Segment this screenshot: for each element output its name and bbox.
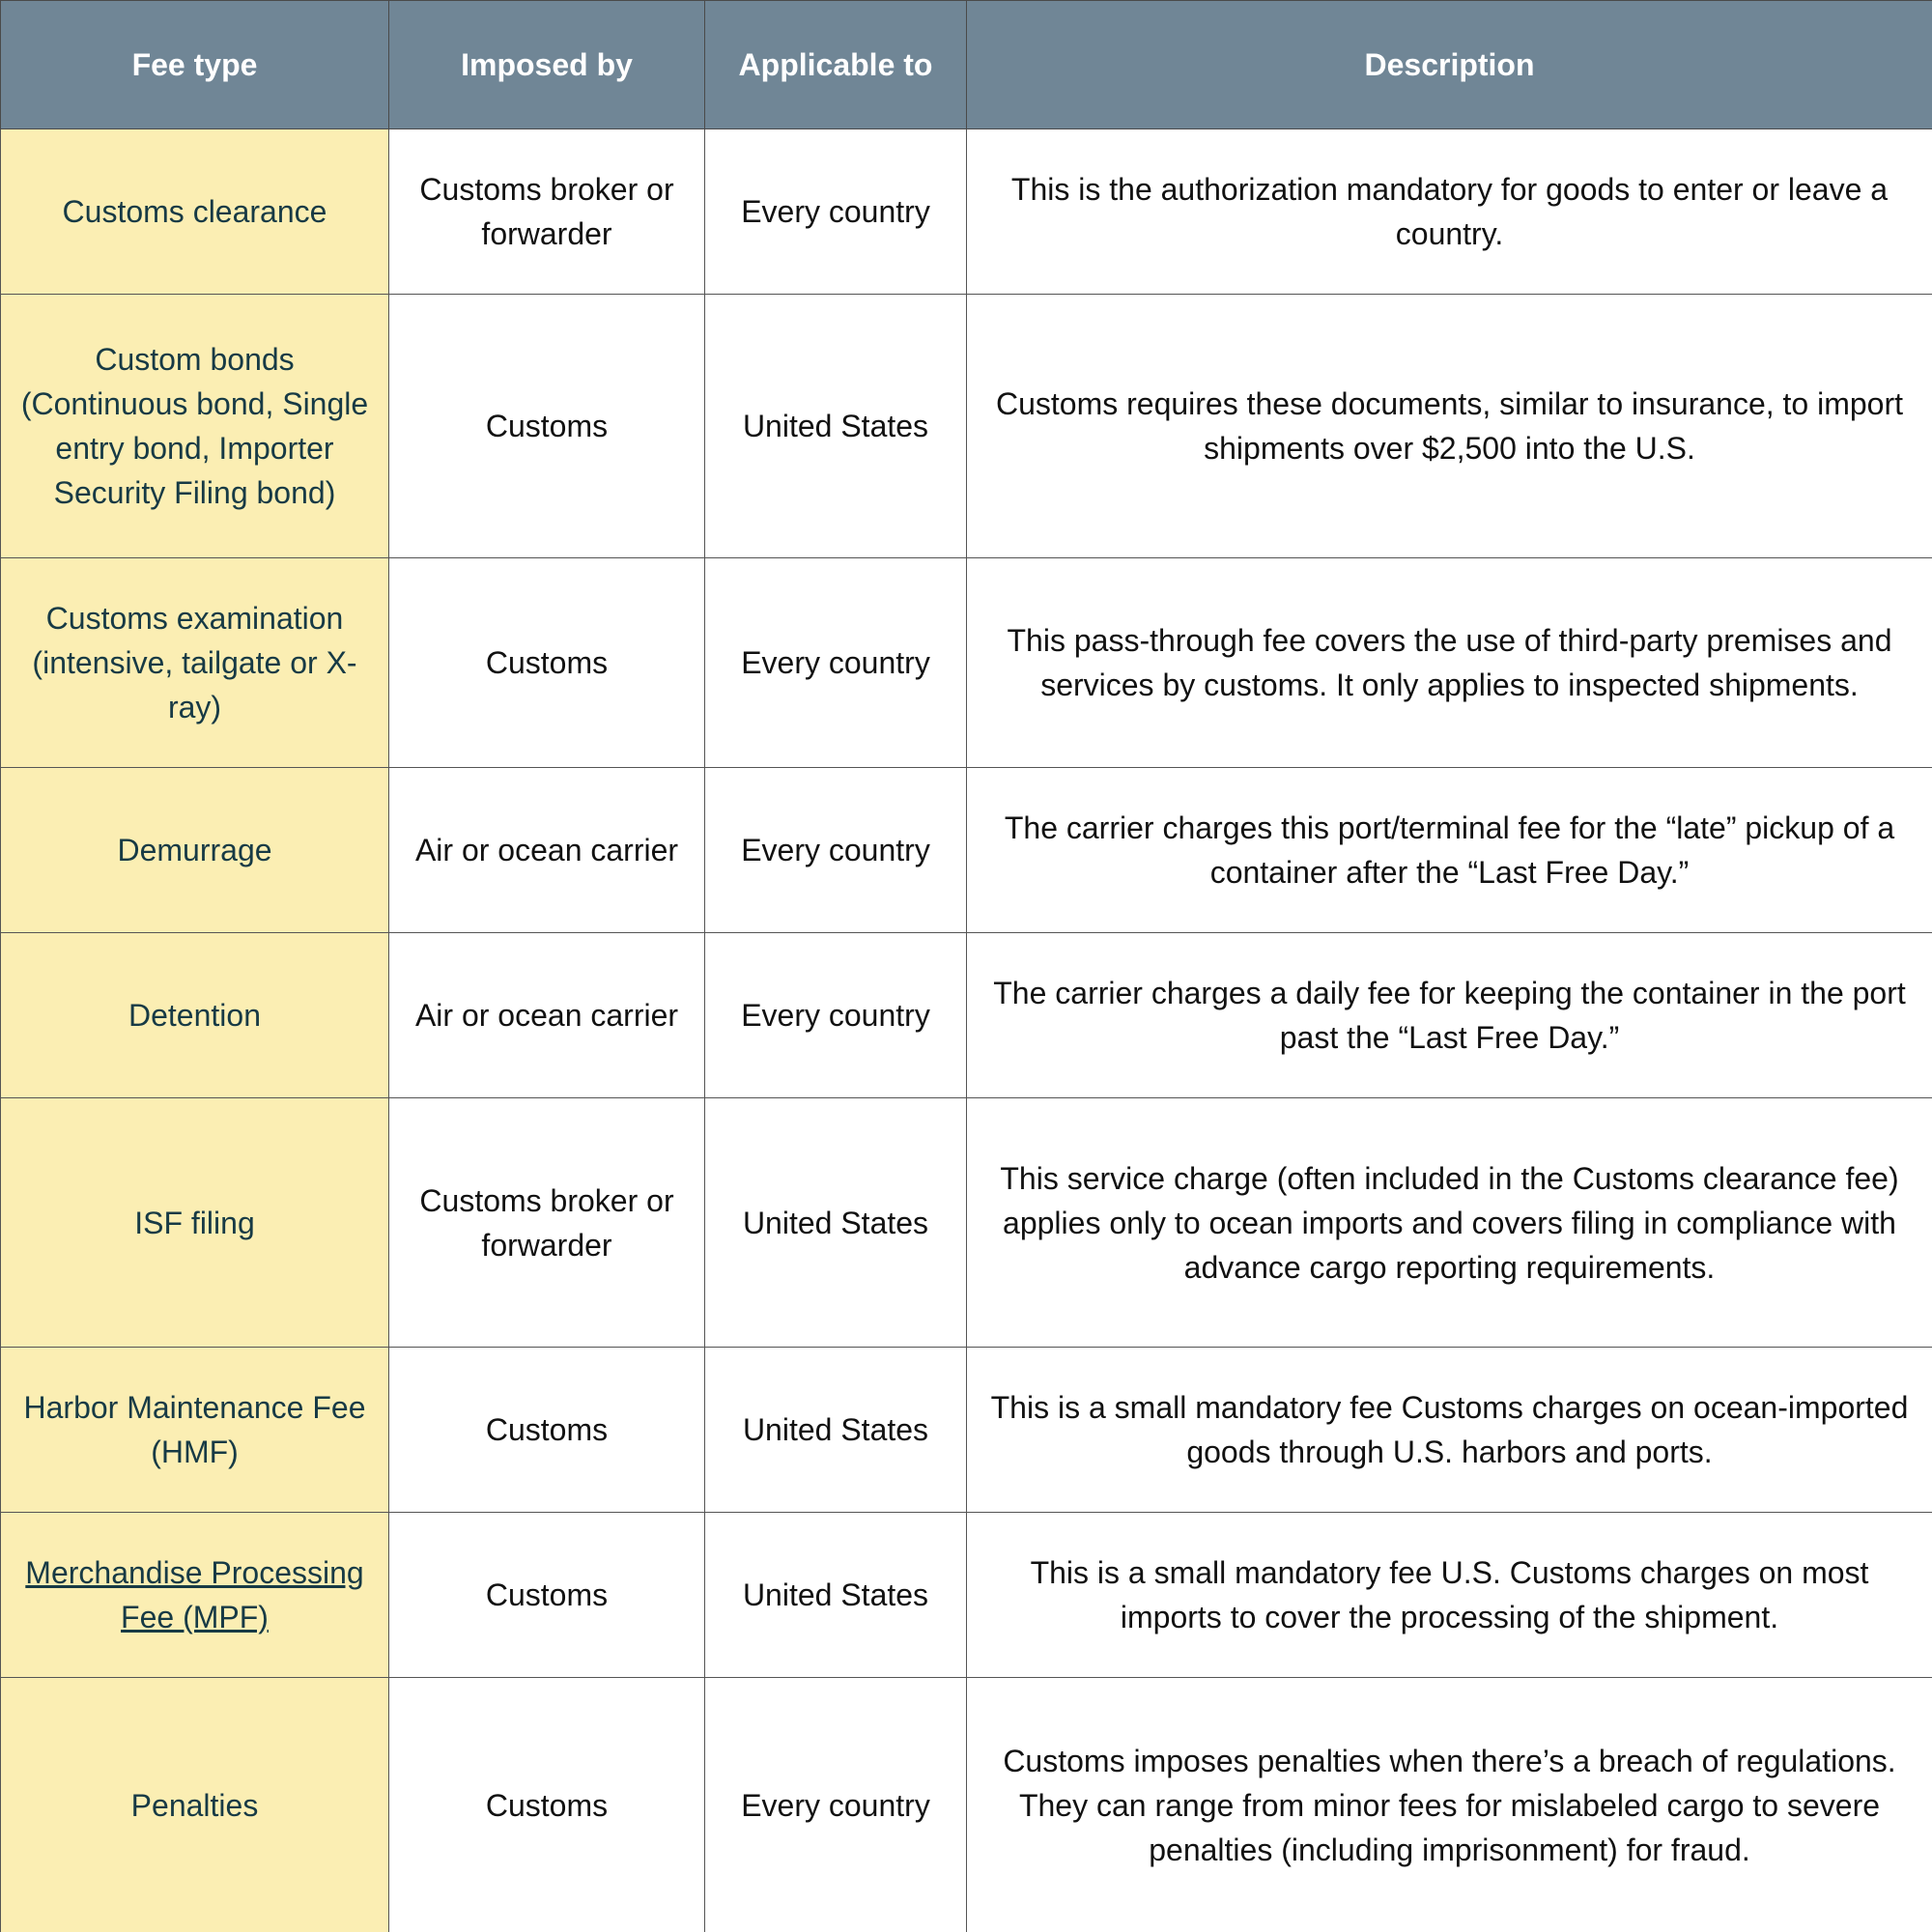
applicable-to-cell: Every country — [705, 768, 967, 933]
description-cell: The carrier charges this port/terminal fee for the “late” pickup of a container after the “Last Free Day.” — [967, 768, 1932, 933]
fee-type-cell: Detention — [1, 933, 389, 1098]
applicable-to-cell: Every country — [705, 129, 967, 295]
header-description: Description — [967, 1, 1932, 129]
header-applicable-to: Applicable to — [705, 1, 967, 129]
mpf-link[interactable]: Merchandise Processing Fee (MPF) — [25, 1555, 364, 1634]
description-cell: This is a small mandatory fee Customs charges on ocean-imported goods through U.S. harbors and ports. — [967, 1348, 1932, 1513]
description-cell: This pass-through fee covers the use of third-party premises and services by customs. It only applies to inspected shipments. — [967, 558, 1932, 768]
applicable-to-cell: Every country — [705, 558, 967, 768]
imposed-by-cell: Air or ocean carrier — [389, 933, 705, 1098]
applicable-to-cell: Every country — [705, 933, 967, 1098]
fee-type-cell: Demurrage — [1, 768, 389, 933]
imposed-by-cell: Customs — [389, 558, 705, 768]
table-row — [1, 1678, 1932, 1932]
table-row — [1, 768, 1932, 933]
table-row — [1, 1098, 1932, 1348]
applicable-to-cell: United States — [705, 1513, 967, 1678]
table-row — [1, 1348, 1932, 1513]
fee-type-cell: Customs examination (intensive, tailgate or X-ray) — [1, 558, 389, 768]
imposed-by-cell: Customs broker or forwarder — [389, 1098, 705, 1348]
description-cell: The carrier charges a daily fee for keeping the container in the port past the “Last Free Day.” — [967, 933, 1932, 1098]
description-cell: Customs requires these documents, similar to insurance, to import shipments over $2,500 into the U.S. — [967, 295, 1932, 558]
imposed-by-cell: Customs broker or forwarder — [389, 129, 705, 295]
applicable-to-cell: United States — [705, 1348, 967, 1513]
applicable-to-cell: Every country — [705, 1678, 967, 1932]
fee-type-cell: ISF filing — [1, 1098, 389, 1348]
table-header-row — [1, 1, 1932, 129]
fee-type-cell — [1, 1513, 389, 1678]
fee-type-cell: Penalties — [1, 1678, 389, 1932]
fee-type-cell: Custom bonds (Continuous bond, Single entry bond, Importer Security Filing bond) — [1, 295, 389, 558]
description-cell: Customs imposes penalties when there’s a breach of regulations. They can range from minor fees for mislabeled cargo to severe penalties (including imprisonment) for fraud. — [967, 1678, 1932, 1932]
fee-type-cell: Harbor Maintenance Fee (HMF) — [1, 1348, 389, 1513]
description-cell: This is a small mandatory fee U.S. Customs charges on most imports to cover the processing of the shipment. — [967, 1513, 1932, 1678]
table-row — [1, 295, 1932, 558]
description-cell: This is the authorization mandatory for goods to enter or leave a country. — [967, 129, 1932, 295]
description-cell: This service charge (often included in the Customs clearance fee) applies only to ocean imports and covers filing in compliance with advance cargo reporting requirements. — [967, 1098, 1932, 1348]
table-row — [1, 129, 1932, 295]
table-row — [1, 1513, 1932, 1678]
imposed-by-cell: Customs — [389, 295, 705, 558]
applicable-to-cell: United States — [705, 295, 967, 558]
table-row — [1, 933, 1932, 1098]
applicable-to-cell: United States — [705, 1098, 967, 1348]
header-imposed-by: Imposed by — [389, 1, 705, 129]
header-fee-type: Fee type — [1, 1, 389, 129]
imposed-by-cell: Air or ocean carrier — [389, 768, 705, 933]
imposed-by-cell: Customs — [389, 1513, 705, 1678]
imposed-by-cell: Customs — [389, 1348, 705, 1513]
fee-type-cell: Customs clearance — [1, 129, 389, 295]
imposed-by-cell: Customs — [389, 1678, 705, 1932]
table-row — [1, 558, 1932, 768]
